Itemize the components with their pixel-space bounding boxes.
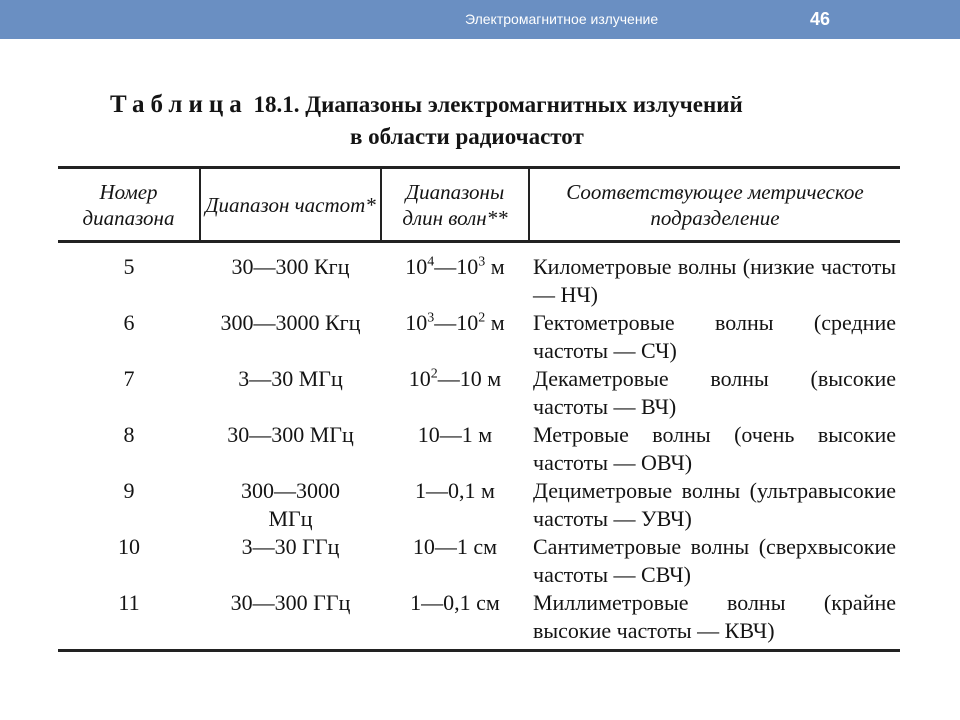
table-row [58, 421, 900, 477]
metric-subdivision: Дециметровые волны (ультравысокие частоты — УВЧ) [533, 478, 896, 531]
table-header-row [58, 168, 900, 242]
header-metric-subdivision: Соответствующее метрическое подразделение [529, 168, 900, 242]
metric-subdivision: Миллиметровые волны (крайне высокие частоты — КВЧ) [529, 589, 900, 651]
frequency-range: 3—30 ГГц [241, 534, 340, 559]
table-row [58, 589, 900, 651]
wavelength-range: $10^4—10^3$ м [405, 254, 505, 279]
caption-title: 18.1. Диапазоны электромагнитных излучений [253, 92, 743, 117]
band-number: 11 [58, 589, 200, 651]
wavelength-range: 10—1 см [412, 534, 498, 559]
header-wavelength-range: Диапазоны длин волн** [381, 168, 529, 242]
band-number: 9 [123, 478, 135, 503]
band-number: 10 [118, 534, 140, 559]
wavelength-range: 1—0,1 см [381, 589, 529, 651]
wavelength-range: $10^2—10$ м [408, 366, 502, 391]
metric-subdivision: Гектометровые волны (средние частоты — СЧ) [533, 310, 896, 363]
band-number: 8 [123, 422, 135, 447]
band-number: 6 [123, 310, 135, 335]
table-row [58, 309, 900, 365]
frequency-range: 300—3000 МГц [241, 478, 340, 531]
radio-bands-table [58, 166, 900, 652]
wavelength-range: 1—0,1 м [415, 478, 495, 503]
frequency-range: 30—300 Кгц [231, 254, 350, 279]
slide-header-bar [0, 0, 960, 39]
table-row [58, 477, 900, 533]
metric-subdivision: Метровые волны (очень высокие частоты — ОВЧ) [533, 422, 896, 475]
metric-subdivision: Сантиметровые волны (сверхвысокие частоты — СВЧ) [533, 534, 896, 587]
frequency-range: 30—300 МГц [227, 422, 354, 447]
caption-line-2: в области радиочастот [350, 124, 584, 149]
wavelength-range: $10^3—10^2$ м [405, 310, 505, 335]
table-row [58, 242, 900, 310]
table-row [58, 533, 900, 589]
metric-subdivision: Километровые волны (низкие частоты — НЧ) [533, 254, 896, 307]
slide-page-number: 46 [810, 9, 831, 29]
caption-label: Таблица [110, 91, 248, 118]
table-row [58, 365, 900, 421]
frequency-range: 300—3000 Кгц [220, 310, 361, 335]
caption-line-1 [110, 90, 743, 120]
metric-subdivision: Декаметровые волны (высокие частоты — ВЧ) [533, 366, 896, 419]
slide-title: Электромагнитное излучение [465, 11, 659, 27]
header-frequency-range: Диапазон частот* [200, 168, 381, 242]
band-number: 7 [123, 366, 135, 391]
header-band-number: Номер диапазона [58, 168, 200, 242]
band-number: 5 [123, 254, 135, 279]
frequency-range: 3—30 МГц [238, 366, 343, 391]
frequency-range: 30—300 ГГц [200, 589, 381, 651]
wavelength-range: 10—1 м [417, 422, 493, 447]
